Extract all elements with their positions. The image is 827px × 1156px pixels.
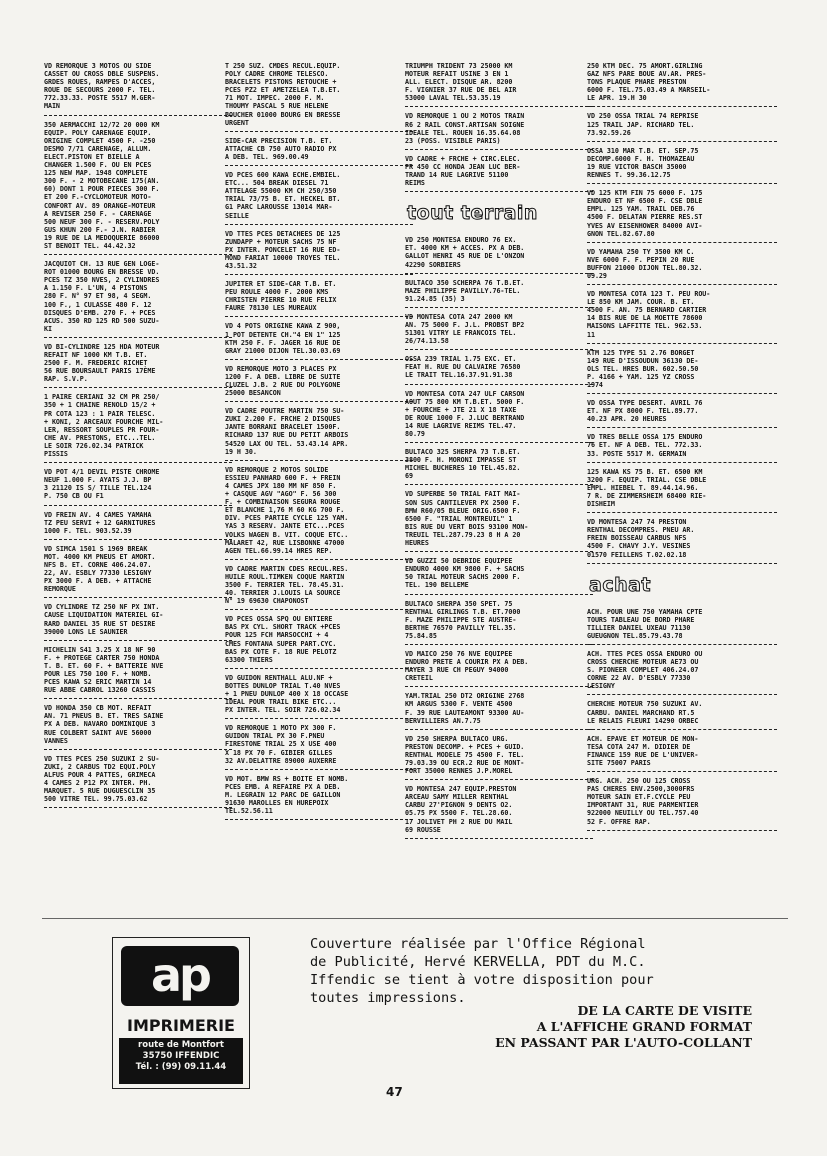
classified-ad: VD MONTESA COTA 247 ULF CARSON AOUT 75 800 KM T.B.ET. 5000 F. + FOURCHE + JTE 21 X 18 TAXE DE ROUE 1000 F. J.LUC BERTRAND 14 RUE LAGRIVE REIMS TEL.47. 80.79 xyxy=(405,388,593,444)
cover-credit-text: Couverture réalisée par l'Office Régional de Publicité, Hervé KERVELLA, PDT du M.C. Iffendic se tient à votre disposition pour toutes impressions. xyxy=(310,936,654,1006)
classified-ad: CHERCHE MOTEUR 750 SUZUKI AV. CARBU. DANIEL MARCHAND RT.5 LE RELAIS FLEURI 14290 ORBEC xyxy=(587,698,777,729)
classified-ad: VD REMORQUE 1 OU 2 MOTOS TRAIN R6 2 RAIL CONST.ARTISAN SOIGNE IDEALE TEL. ROUEN 16.35.64.08 23 (POSS. VISIBLE PARIS) xyxy=(405,110,593,149)
classified-ad: VD CYLINDRE TZ 250 NF PX INT. CAUSE LIQUIDATION MATERIEL GI- RARD DANIEL 35 RUE ST DESIRE 39000 LONS LE SAUNIER xyxy=(44,601,232,640)
printer-advertisement xyxy=(42,918,788,1089)
classified-ad: VD 125 KTM FIN 75 6000 F. 175 ENDURO ET NF 6500 F. CSE DBLE EMPL. 125 YAM. TRAIL DEB.76 4500 F. DELATAN PIERRE RES.ST YVES AV EISENHOWER 84000 AVI- GNON TEL.82.67.80 xyxy=(587,187,777,243)
classified-ad: VD PCES OSSA SPQ OU ENTIERE BAS PX CYL. SHORT TRACK +PCES POUR 125 FCH MARSOCCHI + 4 CMES FONTANA SUPER PART.CYC. BAS PX COTE F. 18 RUE PELOTZ 63300 THIERS xyxy=(225,613,413,669)
column-4-ads xyxy=(587,60,777,564)
classified-ad: VD HONDA 350 CB MOT. REFAIT AN. 71 PNEUS B. ET. TRES SAINE PX A DEB. NAVARO DOMINIQUE 3 RUE COLBERT SAINT AVE 56000 VANNES xyxy=(44,702,232,749)
printer-logo xyxy=(112,937,250,1089)
classified-ad: JUPITER ET SIDE-CAR T.B. ET. PEU ROULE 4000 F. 2000 KMS CHRISTEN PIERRE 10 RUE FELIX FAURE 78130 LES MUREAUX xyxy=(225,278,413,317)
classified-ad: JACQUIOT CH. 13 RUE GEN LOGE- ROT 01000 BOURG EN BRESSE VD. PCES TZ 350 NVES, 2 CYLINDRES A 1.150 F. L'UN, 4 PISTONS 280 F. N° 97 ET 98, 4 SEGM. 100 F., 1 CULASSE 480 F. 12 DISQUES D'EMB. 270 F. + PCES ACUS. 350 RD 125 RD 500 SUZU- KI xyxy=(44,258,232,338)
section-heading-tout-terrain: tout terrain xyxy=(407,202,538,225)
column-1 xyxy=(44,60,232,811)
page-number: 47 xyxy=(386,1085,403,1099)
classified-ad: TRIUMPH TRIDENT 73 25000 KM MOTEUR REFAIT USINE 3 EN 1 ALL. ELECT. DISQUE AR. 8200 F. VIGNIER 37 RUE DE BEL AIR 53000 LAVAL TEL.53.35.19 xyxy=(405,60,593,107)
printer-slogan: DE LA CARTE DE VISITE A L'AFFICHE GRAND FORMAT EN PASSANT PAR L'AUTO-COLLANT xyxy=(495,1003,752,1050)
classified-ad: VD SIMCA 1501 S 1969 BREAK MOT. 4000 KM PNEUS ET AMORT. NFS B. ET. CORNE 406.24.07. 22, AV. ESBLY 77330 LESIGNY PX 3000 F. A DEB. + ATTACHE REMORQUE xyxy=(44,543,232,599)
classified-ad: VD MONTESA COTA 123 T. PEU ROU- LE 850 KM JAM. COUR. B. ET. 4500 F. AN. 75 BERNARD CARTIER 14 BIS RUE DE LA MOETTE 78600 MAISONS LAFFITTE TEL. 962.53. 11 xyxy=(587,288,777,344)
classified-ad: VD REMORQUE 2 MOTOS SOLIDE ESSIEU PANHARD 600 F. + FREIN 4 CAMES JPX 180 MM NF 850 F. + CASQUE AGV "AGO" F. 56 300 F. + COMBINAISON SEGURA ROUGE ET BLANCHE 1,76 M 60 KG 700 F. DIV. PCES PARTIE CYCLE 125 YAM. YAS 3 RESERV. JANTE ETC...PCES VOLKS WAGEN B. VIT. COQUE ETC.. MALARET 42, RUE LISBONNE 47000 AGEN TEL.66.99.14 HRES REP. xyxy=(225,464,413,560)
classified-ad: ACH. EPAVE ET MOTEUR DE MON- TESA COTA 247 M. DIDIER DE FINANCE 159 RUE DE L'UNIVER- SITE 75007 PARIS xyxy=(587,733,777,772)
classified-ad: VD CADRE POUTRE MARTIN 750 SU- ZUKI 2.200 F. FRCHE 2 DISQUES JANTE BORRANI BRACELET 1500F. RICHARD 137 RUE DU PETIT ARBOIS 54520 LAX OU TEL. 53.43.14 APR. 19 H 30. xyxy=(225,405,413,461)
classified-ad: VD 250 SHERPA BULTACO URG. PRESTON DECOMP. + PCES + GUID. RENTHAL MODELE 75 4500 F. TEL. 79.03.39 OU ECR.2 RUE DE MONT- FORT 35000 RENNES J.P.MOREL xyxy=(405,733,593,780)
column-3-ads xyxy=(405,60,593,192)
classified-ad: VD MAICO 250 76 NVE EQUIPEE ENDURO PRETE A COURIR PX A DEB. MAYER 3 RUE CH PEGUY 94000 CRETEIL xyxy=(405,648,593,687)
classified-ad: VD 4 POTS ORIGINE KAWA Z 900, 1 POT DETENTE CH."4 EN 1" 125 KTM 250 F. F. JAGER 16 RUE DE GRAY 21000 DIJON TEL.30.03.69 xyxy=(225,320,413,359)
column-2 xyxy=(225,60,413,823)
classified-ad: VD TTES PCES DETACHEES DE 125 ZUNDAPP + MOTEUR SACHS 75 NF PX INTER. PONCELET 16 RUE ED- MOND FARIAT 10000 TROYES TEL. 43.51.32 xyxy=(225,228,413,275)
classified-ad: ACH. TTES PCES OSSA ENDURO OU CROSS CHERCHE MOTEUR AE73 OU S. PIONEER COMPLET 406.24.07 CORNE 22 AV. D'ESBLY 77330 LESIGNY xyxy=(587,648,777,695)
classified-ad: BULTACO 325 SHERPA 73 T.B.ET. 3800 F. H. MORONI IMPASSE ST MICHEL BUCHERES 10 TEL.45.82. 69 xyxy=(405,446,593,485)
classified-ad: URG. ACH. 250 OU 125 CROSS PAS CHERES ENV.2500,3000FRS MOTEUR SAIN ET.F.CYCLE PEU IMPORTANT 31, RUE PARMENTIER 922000 NEUILLY OU TEL.757.40 52 F. OFFRE RAP. xyxy=(587,775,777,831)
classified-ad: 250 KTM DEC. 75 AMORT.GIRLING GAZ NFS PARE BOUE AV.AR. PRES- TONS PLAQUE PHARE PRESTON 6000 F. TEL.75.03.49 A MARSEIL- LE APR. 19.H 30 xyxy=(587,60,777,107)
classified-ad: SIDE-CAR PRECISION T.B. ET. ATTACHE CB 750 AUTO RADIO PX A DEB. TEL. 969.00.49 xyxy=(225,135,413,166)
classified-ad: 1 PAIRE CERIANI 32 CM PR 250/ 350 + 1 CHAINE RENOLD 15/2 + PR COTA 123 : 1 PAIR TELESC. + KONI, 2 ARCEAUX FOURCHE MIL- LER, RESSORT SOUPLES PR FOUR- CHE AV. PRESTONS, ETC...TEL. LE SOIR 726.02.34 PATRICK PISSIS xyxy=(44,391,232,463)
classified-ad: VD MONTESA 247 EQUIP.PRESTON ARCEAU SAMY MILLER RENTHAL CARBU 27'PIGNON 9 DENTS O2. 05.75 PX 5500 F. TEL.28.60. 17 JOLIVET PH 2 RUE DU MAIL 69 ROUSSE xyxy=(405,783,593,839)
classified-ad: VD REMORQUE MOTO 3 PLACES PX 1200 F. A DEB. LIBRE DE SUITE CLUZEL J.B. 2 RUE DU POLYGONE 25000 BESANCON xyxy=(225,363,413,402)
classified-ad: VD CADRE + FRCHE + CIRC.ELEC. PR 450 CC HONDA JEAN LUC BER- TRAND 14 RUE LAGRIVE 51100 REIMS xyxy=(405,153,593,192)
classified-ad: ACH. POUR UNE 750 YAMAHA CPTE TOURS TABLEAU DE BORD PHARE TILLIER DANIEL UXEAU 71130 GUEUGNON TEL.85.79.43.78 xyxy=(587,606,777,645)
classified-ad: VD MONTESA COTA 247 2000 KM AN. 75 5000 F. J.L. PROBST BP2 51301 VITRY LE FRANCOIS TEL. 26/74.13.58 xyxy=(405,311,593,350)
classified-ad: VD REMORQUE 3 MOTOS OU SIDE CASSET OU CROSS DBLE SUSPENS. GRDES ROUES, RAMPES D'ACCES, ROUE DE SECOURS 2000 F. TEL. 772.33.33. POSTE 5517 M.GER- MAIN xyxy=(44,60,232,116)
column-4-achat-ads xyxy=(587,606,777,831)
classified-ad: VD SUPERBE 50 TRIAL FAIT MAI- SON SUS CANTILEVER PX 2500 F. BMW R60/05 BLEUE ORIG.6500 F. 6500 F. "TRIAL MONTREUIL" 1 BIS RUE DU VERT BOIS 93100 MON- TREUIL TEL.287.79.23 8 H A 20 HEURES xyxy=(405,488,593,552)
classified-ad: MICHELIN S41 3.25 X 18 NF 90 F. + PROTEGE CARTER 750 HONDA T. B. ET. 60 F. + BATTERIE NVE POUR LES 750 100 F. + NOMB. PCES KAWA S2 ERIC MARTIN 14 RUE ABBE CABROL 13260 CASSIS xyxy=(44,644,232,700)
classified-ad: VD 250 OSSA TRIAL 74 REPRISE 125 TRAIL JAP. RICHARD TEL. 73.92.59.26 xyxy=(587,110,777,141)
classified-ad: OSSA 310 MAR T.B. ET. SEP.75 DECOMP.6000 F. H. THOMAZEAU 19 RUE VICTOR BASCH 35000 RENNES T. 99.36.12.75 xyxy=(587,145,777,184)
classified-ad: 125 KAWA KS 75 B. ET. 6500 KM 3200 F. EQUIP. TRIAL. CSE DBLE EMPL. HIEBEL T. 89.44.14.96. 7 R. DE ZIMMERSHEIM 68400 RIE- DISHEIM xyxy=(587,466,777,513)
classified-ad: VD MONTESA 247 74 PRESTON RENTHAL DECOMPRES. PNEU AR. FREIN BOISSEAU CARBUS NFS 4500 F. CHAVY J.Y. VESINES 01570 FEILLENS T.02.02.18 xyxy=(587,516,777,563)
classified-ad: VD PCES 600 KAWA ECHE.EMBIEL. ETC... 504 BREAK DIESEL 71 ATTELAGE 55000 KM CH 250/350 TRIAL 73/75 B. ET. HECKEL BT. G1 PARC LAROUSSE 13014 MAR- SEILLE xyxy=(225,169,413,225)
classified-ad: VD OSSA TYPE DESERT. AVRIL 76 ET. NF PX 8000 F. TEL.89.77. 40.23 APR. 20 HEURES xyxy=(587,397,777,428)
classified-ad: OSSA 239 TRIAL 1.75 EXC. ET. FEAT H. RUE DU CALVAIRE 76580 LE TRAIT TEL.16.37.91.91.38 xyxy=(405,353,593,384)
column-4 xyxy=(587,60,777,834)
classified-ad: VD GUIDON RENTHALL ALU.NF + BOTTES DUNLOP TRIAL T.40 NVES + 1 PNEU DUNLOP 400 X 18 OCCASE IDEAL POUR TRAIL BIKE ETC... PX INTER. TEL. SOIR 726.02.34 xyxy=(225,672,413,719)
classified-ad: VD POT 4/1 DEVIL PISTE CHROME NEUF 1.000 F. AYATS J.J. BP 3 21120 IS S/ TILLE TEL.124 P. 750 CB OU F1 xyxy=(44,466,232,505)
classified-ad: VD TRES BELLE OSSA 175 ENDURO 76 ET. NF A DEB. TEL. 772.33. 33. POSTE 5517 M. GERMAIN xyxy=(587,431,777,462)
classified-ad: VD TTES PCES 250 SUZUKI 2 SU- ZUKI, 2 CARBUS TD2 EQUI.POLY ALFUS POUR 4 PATTES, GRIMECA 4 CAMES 2 P12 PX INTER. PH. MARQUET. 5 RUE DUGUESCLIN 35 500 VITRE TEL. 99.75.03.62 xyxy=(44,753,232,809)
classified-ad: VD GUZZI 50 DEBRIDE EQUIPEE ENDURO 4000 KM 9800 F. + SACHS 50 TRIAL MOTEUR SACHS 2000 F. TEL. 190 BELLEME xyxy=(405,555,593,594)
classified-ad: VD REMORQUE 1 MOTO PX 300 F. GUIDON TRIAL PX 30 F.PNEU FIRESTONE TRIAL 25 X USE 400 X 18 PX 70 F. GIBIER GILLES 32 AV.DELATTRE 89000 AUXERRE xyxy=(225,722,413,769)
printer-address: route de Montfort 35750 IFFENDIC Tél. : (99) 09.11.44 xyxy=(119,1038,243,1084)
classified-ad: VD 250 MONTESA ENDURO 76 EX. ET. 4000 KM + ACCES. PX A DEB. GALLOT HENRI 45 RUE DE L'ONZON 42290 SORBIERS xyxy=(405,234,593,273)
classified-ad: BULTACO SHERPA 350 SPET. 75 RENTHAL GIRLINGS T.B. ET.7000 F. MAZE PHILIPPE STE AUSTRE- BERTHE 76570 PAVILLY TEL.35. 75.84.85 xyxy=(405,598,593,645)
column-3 xyxy=(405,60,593,842)
classified-ad: 350 AERMACCHI 12/72 20 000 KM EQUIP. POLY CARENAGE EQUIP. ORIGINE COMPLET 4500 F. -250 DESMO 7/71 CARENAGE, ALLUM. ELECT.PISTON ET BIELLE A CHANGER 1.500 F. OU EN PCES 125 NEW MAP. 1948 COMPLETE 300 F. - 2 MOTOBECANE 175(AN. 60) DONT 1 POUR PIECES 300 F. ET 200 F.-CYCLOMOTEUR MOTO- CONFORT AV. 89 ORANGE-MOTEUR A REVISER 250 F. - CARENAGE 500 NEUF 300 F. - RESERV.POLY GUS KHUN 200 F.- J.N. RABIER 19 RUE DE LA MEDOQUERIE 86000 ST BENOIT TEL. 44.42.32 xyxy=(44,119,232,256)
printer-name: IMPRIMERIE xyxy=(127,1016,235,1035)
classified-ad: BULTACO 350 SCHERPA 76 T.B.ET. MAZE PHILIPPE PAVILLY.76-TEL. 91.24.85 (35) 3 xyxy=(405,277,593,308)
section-heading-achat: achat xyxy=(589,573,652,596)
classified-ad: KTM 125 TYPE 51 2.76 BORGET 149 RUE D'ISSOUDUN 36130 DE- OLS TEL. HRES BUR. 602.50.50 P. 4166 + YAM. 125 YZ CROSS 1974 xyxy=(587,347,777,394)
ap-logo-mark: ap xyxy=(121,946,239,1006)
classified-ad: VD BI-CYLINDRE 125 HDA MOTEUR REFAIT NF 1000 KM T.B. ET. 2500 F. M. FREDERIC RICHET 56 RUE BOURSAULT PARIS 17ÈME RAP. S.V.P. xyxy=(44,341,232,388)
classified-ad: VD YAMAHA 250 TY 3500 KM C. NVE 6000 F. F. PEPIN 20 RUE BUFFON 21000 DIJON TEL.80.32. 09.29 xyxy=(587,246,777,285)
classified-ad: VD MOT. BMW RS + BOITE ET NOMB. PCES EMB. A REFAIRE PX A DEB. M. LEGRAIN 12 PARC DE GAILLON 91630 MAROLLES EN HUREPOIX TEL.52.56.11 xyxy=(225,773,413,820)
classified-ad: T 250 SUZ. CMDES RECUL.EQUIP. POLY CADRE CHROME TELESCO. BRACELETS PISTONS RETOUCHE + PCES PZ2 ET AMETZELEA T.B.ET. 71 MOT. IMPEC. 2000 F. M. THOUMY PASCAL 5 RUE HELENE BOUCHER 01000 BOURG EN BRESSE URGENT xyxy=(225,60,413,132)
classified-ad: VD CADRE MARTIN CDES RECUL.RES. HUILE ROUL.TIMKEN COQUE MARTIN 3500 F. TERRIER TEL. 78.45.31. 40. TERRIER J.LOUIS LA SOURCE N° 19 69630 CHAPONOST xyxy=(225,563,413,610)
column-3-terrain-ads xyxy=(405,234,593,839)
classified-ad: VD FREIN AV. 4 CAMES YAMAHA TZ PEU SERVI + 12 GARNITURES 1000 F. TEL. 903.52.39 xyxy=(44,509,232,540)
classified-ad: YAM.TRIAL 250 DT2 ORIGINE 2768 KM ARGUS 5300 F. VENTE 4500 F. 39 RUE LAUTEAMONT 93300 AU- BERVILLIERS AN.7.75 xyxy=(405,690,593,729)
